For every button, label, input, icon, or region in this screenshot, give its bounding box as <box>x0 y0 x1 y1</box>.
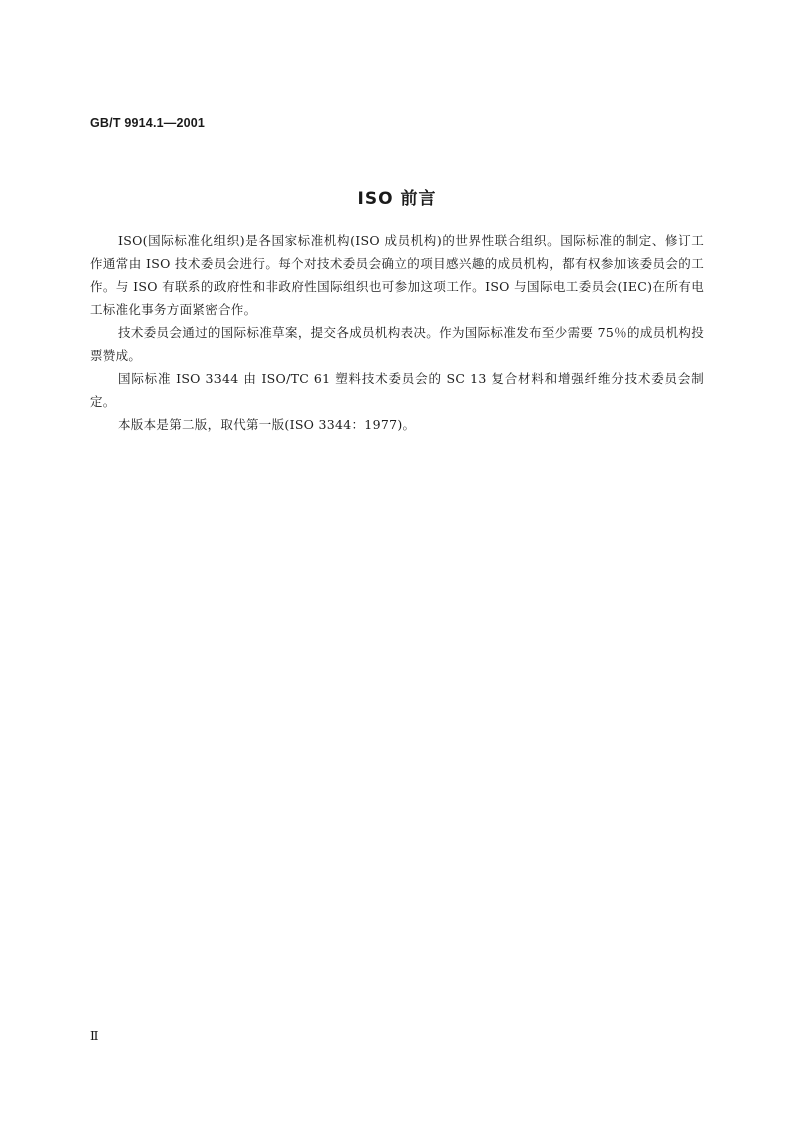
paragraph-committee: 国际标准 ISO 3344 由 ISO/TC 61 塑料技术委员会的 SC 13 复合材料和增强纤维分技术委员会制定。 <box>90 371 704 409</box>
document-code: GB/T 9914.1—2001 <box>90 116 206 130</box>
page-title: ISO 前言 <box>357 189 437 209</box>
paragraph-edition: 本版本是第二版，取代第一版(ISO 3344：1977)。 <box>118 417 416 432</box>
paragraph-voting: 技术委员会通过的国际标准草案，提交各成员机构表决。作为国际标准发布至少需要 75％的成员机构投票赞成。 <box>90 325 704 363</box>
page-number: Ⅱ <box>90 1028 99 1043</box>
paragraph-iso-organization: ISO(国际标准化组织)是各国家标准机构(ISO 成员机构)的世界性联合组织。国际标准的制定、修订工作通常由 ISO 技术委员会进行。每个对技术委员会确立的项目感兴趣的成员机构，都有权参加该委员会的工作。与 ISO 有联系的政府性和非政府性国际组织也可参加这项工作。ISO 与国际电工委员会(IEC)在所有电工标准化事务方面紧密合作。 <box>90 233 704 317</box>
foreword-body <box>90 229 704 436</box>
